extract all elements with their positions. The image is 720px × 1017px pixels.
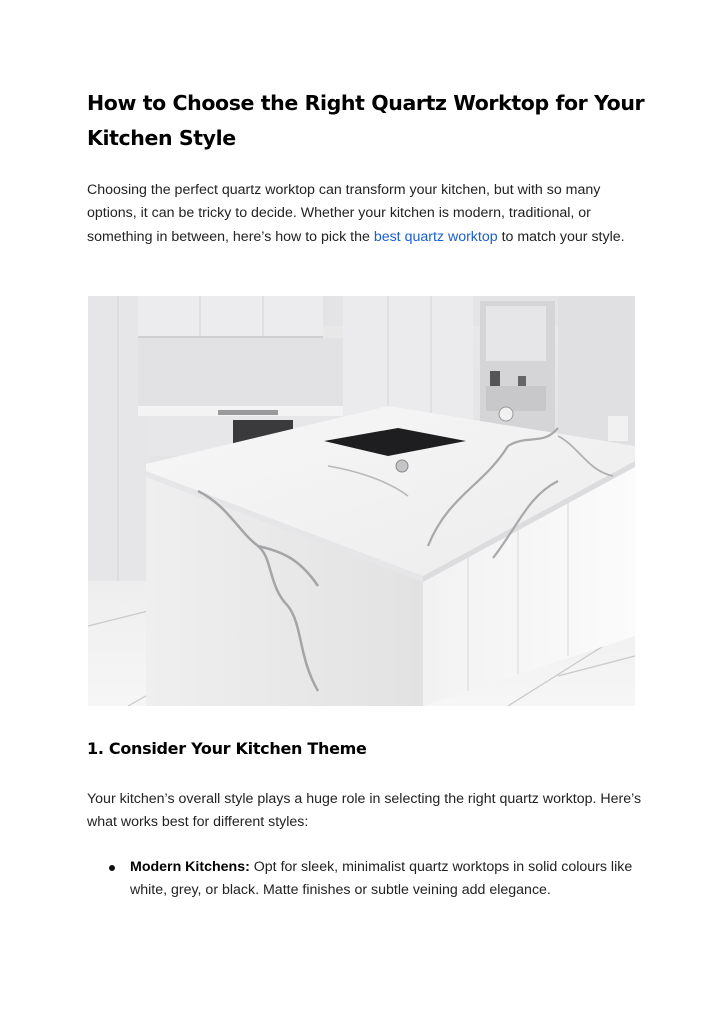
section-paragraph: Your kitchen’s overall style plays a huge role in selecting the right quartz worktop. Here’s what works best for different styles: xyxy=(87,791,642,831)
intro-text-start: Choosing the perfect quartz worktop can transform your kitchen, but with so many options, it can be tricky to decide. Whether your kitchen is modern, traditional, or something in between, here’s how to pick the xyxy=(87,182,601,245)
kitchen-photo xyxy=(88,296,635,706)
bullet-text: Opt for sleek, minimalist quartz worktops in solid colours like white, grey, or black. Matte finishes or subtle veining add elegance. xyxy=(130,859,633,899)
bullet-icon xyxy=(109,865,115,871)
bullet-label: Modern Kitchens: xyxy=(130,859,250,875)
intro-paragraph xyxy=(87,179,637,249)
style-bullet-list xyxy=(87,856,647,903)
list-item xyxy=(87,856,647,903)
article-title: How to Choose the Right Quartz Worktop for Your Kitchen Style xyxy=(87,91,645,150)
best-quartz-worktop-link[interactable]: best quartz worktop xyxy=(373,228,498,245)
section-heading-kitchen-theme: 1. Consider Your Kitchen Theme xyxy=(87,739,367,758)
intro-text-end: to match your style. xyxy=(497,228,625,245)
